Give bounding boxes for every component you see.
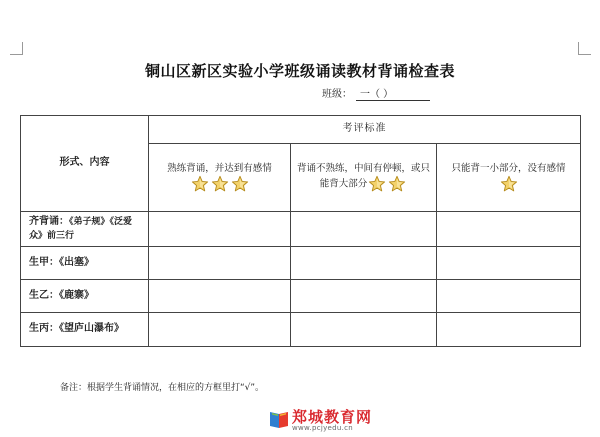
crop-mark-top-right xyxy=(578,42,591,55)
star-icon xyxy=(211,175,229,193)
table-row xyxy=(21,313,581,347)
check-cell[interactable] xyxy=(149,247,291,280)
check-cell[interactable] xyxy=(437,247,581,280)
table-row xyxy=(21,280,581,313)
row-book: 《望庐山瀑布》 xyxy=(59,323,124,335)
criterion-text: 背诵不熟练，中间有停顿，或只能背大部分 xyxy=(296,162,430,190)
recitation-check-table xyxy=(20,115,581,347)
site-logo xyxy=(268,406,378,434)
header-row-top xyxy=(21,116,581,144)
star-rating xyxy=(190,175,250,193)
row-label: 生乙： xyxy=(29,289,59,301)
row-label-cell xyxy=(21,313,149,347)
criterion-text: 熟练背诵，并达到有感情 xyxy=(167,162,272,174)
check-cell[interactable] xyxy=(437,313,581,347)
row-label: 生丙： xyxy=(29,323,59,335)
criterion-cell xyxy=(437,144,581,212)
criterion-text: 只能背一小部分，没有感情 xyxy=(451,162,566,174)
row-book: 《出塞》 xyxy=(59,256,94,268)
logo-brand: 郑城教育网 xyxy=(292,408,373,426)
criteria-header: 考评标准 xyxy=(149,116,581,144)
corner-header: 形式、内容 xyxy=(21,116,149,212)
footnote: 备注：根据学生背诵情况，在相应的方框里打“√”。 xyxy=(60,383,265,393)
document-title: 铜山区新区实验小学班级诵读教材背诵检查表 xyxy=(144,62,455,80)
check-cell[interactable] xyxy=(291,313,437,347)
table-row xyxy=(21,212,581,247)
table-row xyxy=(21,247,581,280)
class-label: 班级： xyxy=(322,89,352,100)
row-label-cell xyxy=(21,247,149,280)
star-icon xyxy=(388,175,406,193)
book-icon xyxy=(268,408,290,430)
row-book: 《弟子规》《泛爱众》前三行 xyxy=(29,216,133,241)
check-cell[interactable] xyxy=(437,280,581,313)
check-cell[interactable] xyxy=(149,212,291,247)
star-rating xyxy=(499,175,519,193)
star-icon xyxy=(231,175,249,193)
check-cell[interactable] xyxy=(291,280,437,313)
crop-mark-top-left xyxy=(10,42,23,55)
check-cell[interactable] xyxy=(149,280,291,313)
row-label: 生甲： xyxy=(29,256,59,268)
star-rating xyxy=(367,175,407,193)
criterion-cell xyxy=(149,144,291,212)
star-icon xyxy=(368,175,386,193)
check-cell[interactable] xyxy=(149,313,291,347)
check-cell[interactable] xyxy=(291,212,437,247)
row-book: 《鹿寨》 xyxy=(59,289,94,301)
criterion-cell xyxy=(291,144,437,212)
star-icon xyxy=(500,175,518,193)
check-cell[interactable] xyxy=(291,247,437,280)
logo-url: www.pcjyedu.cn xyxy=(292,424,354,432)
row-label: 齐背诵： xyxy=(29,215,69,227)
row-label-cell xyxy=(21,212,149,247)
class-field xyxy=(322,85,430,101)
row-label-cell xyxy=(21,280,149,313)
class-value: 一（ ） xyxy=(356,85,430,101)
star-icon xyxy=(191,175,209,193)
check-cell[interactable] xyxy=(437,212,581,247)
